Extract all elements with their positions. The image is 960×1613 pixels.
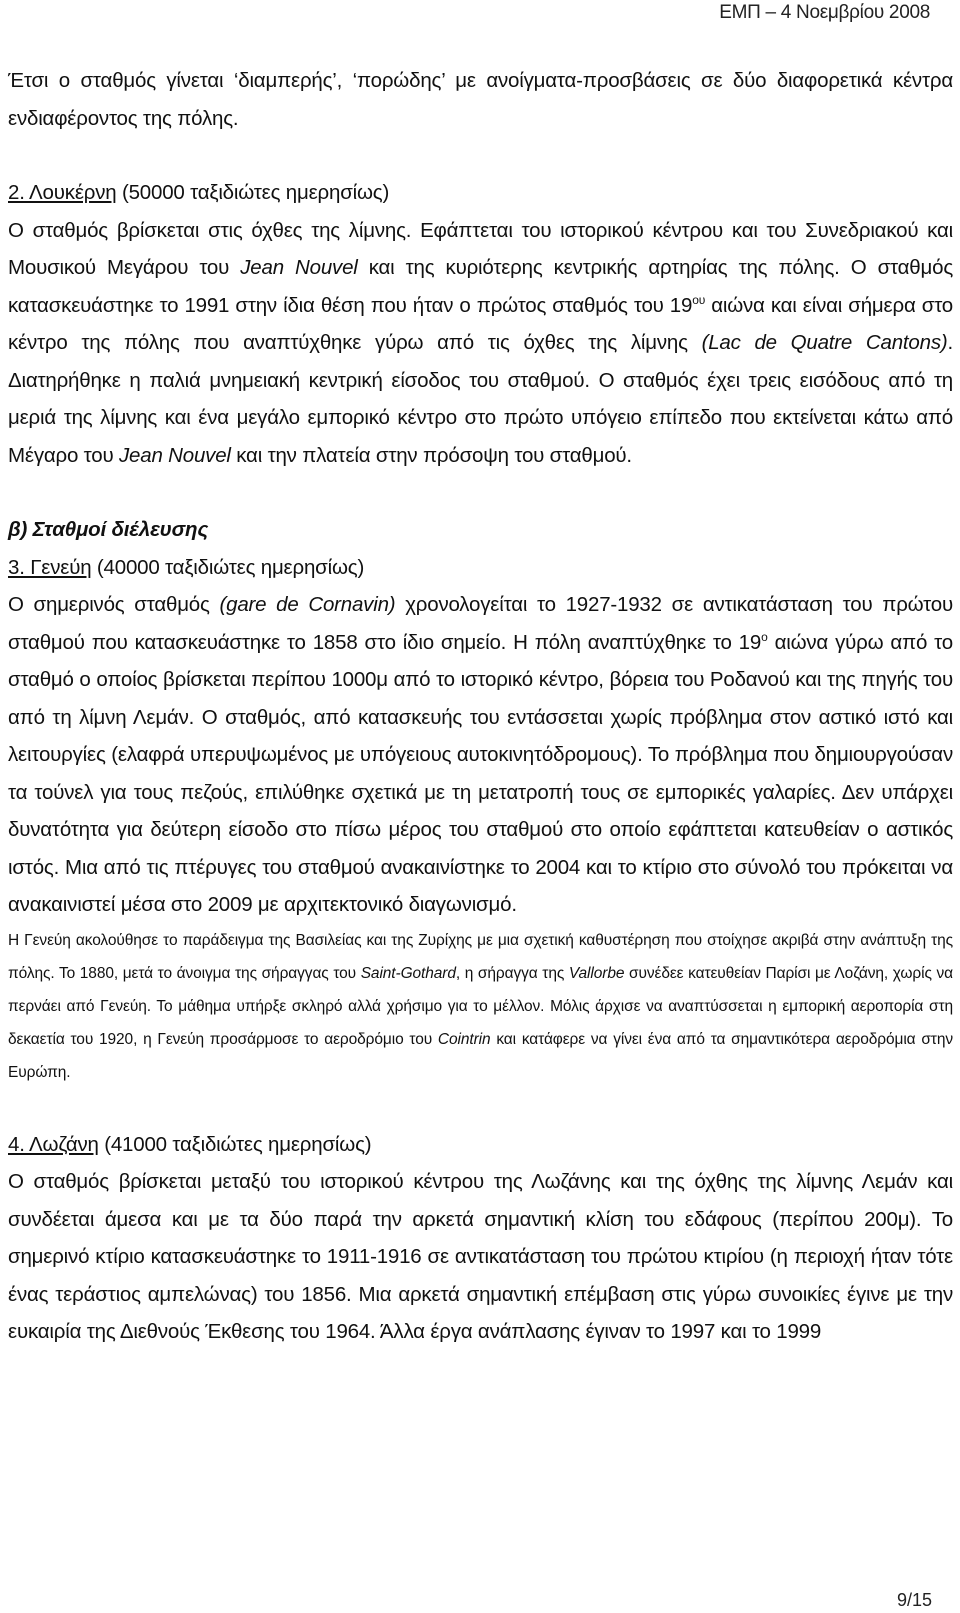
lausanne-heading: [8, 1126, 953, 1164]
geneva-heading-rest: (40000 ταξιδιώτες ημερησίως): [91, 555, 365, 579]
geneva-history-3: συνέδεε κατευθείαν Παρίσι με Λοζάνη, χωρίς να περνάει από Γενεύη. Το μάθημα υπήρξε σκληρό αλλά χρήσιμο για το μέλλον. Μόλις άρχισε να αναπτύσσεται η εμπορική αεροπορία στη δεκαετία του 1920, η Γενεύη προσάρμοσε το αεροδρόμιο του: [8, 964, 953, 1048]
lucerne-heading-rest: (50000 ταξιδιώτες ημερησίως): [116, 181, 390, 204]
geneva-history-italic-1: Saint-Gothard: [360, 964, 456, 982]
lausanne-heading-rest: (41000 ταξιδιώτες ημερησίως): [98, 1132, 372, 1156]
geneva-text-2: χρονολογείται το 1927-1932 σε αντικατάσταση του πρώτου σταθμού που κατασκευάστηκε το 1858 στο ίδιο σημείο. Η πόλη αναπτύχθηκε το 19: [8, 593, 953, 654]
geneva-history-2: , η σήραγγα της: [455, 964, 569, 982]
lausanne-heading-link[interactable]: 4. Λωζάνη: [8, 1132, 99, 1156]
lucerne-text-5: και την πλατεία στην πρόσοψη του σταθμού.: [230, 443, 632, 467]
lausanne-paragraph: Ο σταθμός βρίσκεται μεταξύ του ιστορικού κέντρου της Λωζάνης και της όχθης της λίμνης Λεμάν και συνδέεται άμεσα και με τα δύο παρά την αρκετά σημαντική κλίση του εδάφους (περίπου 200μ). Το σημερινό κτίριο κατασκευάστηκε το 1911-1916 σε αντικατάσταση του πρώτου κτιρίου (η περιοχή ήταν τότε ένας τεράστιος αμπελώνας) του 1856. Μια αρκετά σημαντική επέμβαση στις γύρω συνοικίες έγινε με την ευκαιρία της Διεθνούς Έκθεσης του 1964. Άλλα έργα ανάπλασης έγιναν το 1997 και το 1999: [8, 1170, 953, 1343]
geneva-history-italic-3: Cointrin: [437, 1030, 491, 1048]
geneva-history-paragraph: [8, 924, 953, 1089]
geneva-heading: [8, 549, 953, 587]
document-body: [8, 62, 953, 1351]
geneva-history-4: και κατάφερε να γίνει ένα από τα σημαντικότερα αεροδρόμια στην Ευρώπη.: [8, 1030, 953, 1081]
section-title: β) Σταθμοί διέλευσης: [8, 518, 209, 541]
lucerne-italic-3: Jean Nouvel: [119, 443, 231, 467]
lucerne-italic-1: Jean Nouvel: [240, 256, 358, 279]
geneva-italic-1: (gare de Cornavin): [219, 593, 396, 616]
intro-paragraph: Έτσι ο σταθμός γίνεται ‘διαμπερής’, ‘πορώδης’ με ανοίγματα-προσβάσεις σε δύο διαφορετικά κέντρα ενδιαφέροντος της πόλης.: [8, 69, 953, 130]
lucerne-italic-2: (Lac de Quatre Cantons): [701, 331, 948, 354]
geneva-history-1: Η Γενεύη ακολούθησε το παράδειγμα της Βασιλείας και της Ζυρίχης με μια σχετική καθυστέρηση που στοίχησε ακριβά στην ανάπτυξη της πόλης. Το 1880, μετά το άνοιγμα της σήραγγας του: [8, 931, 953, 982]
page-header: ΕΜΠ – 4 Νοεμβρίου 2008: [719, 2, 930, 23]
lucerne-heading: [8, 174, 953, 212]
lucerne-text-2: και της κυριότερης κεντρικής αρτηρίας της πόλης. Ο σταθμός κατασκευάστηκε το 1991 στην ίδια θέση που ήταν ο πρώτος σταθμός του 19: [8, 256, 954, 317]
geneva-text-1: Ο σημερινός σταθμός: [8, 593, 220, 616]
lucerne-paragraph: [8, 212, 953, 475]
geneva-superscript: ο: [761, 629, 768, 644]
geneva-paragraph: [8, 586, 953, 924]
lucerne-heading-link[interactable]: 2. Λουκέρνη: [8, 181, 117, 204]
lucerne-text-1: Ο σταθμός βρίσκεται στις όχθες της λίμνης. Εφάπτεται του ιστορικού κέντρου και του Συνεδριακού και Μουσικού Μεγάρου του: [8, 218, 953, 279]
geneva-heading-link[interactable]: 3. Γενεύη: [8, 555, 92, 579]
lucerne-text-3: αιώνα και είναι σήμερα στο κέντρο της πόλης που αναπτύχθηκε γύρω από τις όχθες της λίμνης: [8, 293, 953, 354]
geneva-history-italic-2: Vallorbe: [568, 964, 625, 982]
lucerne-text-4: . Διατηρήθηκε η παλιά μνημειακή κεντρική είσοδος του σταθμού. Ο σταθμός έχει τρεις εισόδους από τη μεριά της λίμνης και ένα μεγάλο εμπορικό κέντρο στο πρώτο υπόγειο επίπεδο που εκτείνεται κάτω από Μέγαρο του: [8, 331, 953, 467]
geneva-text-3: αιώνα γύρω από το σταθμό ο οποίος βρίσκεται περίπου 1000μ από το ιστορικό κέντρο, βόρεια του Ροδανού και της πηγής του από τη λίμνη Λεμάν. Ο σταθμός, από κατασκευής του εντάσσεται χωρίς πρόβλημα στον αστικό ιστό και λειτουργίες (ελαφρά υπερυψωμένος με υπόγειους αυτοκινητόδρομους). Το πρόβλημα που δημιουργούσαν τα τούνελ για τους πεζούς, επιλύθηκε σχετικά με τη μετατροπή τους σε εμπορικές γαλαρίες. Δεν υπάρχει δυνατότητα για δεύτερη είσοδο στο πίσω μέρος του σταθμού στο οποίο εφάπτεται κατευθείαν ο αστικός ιστός. Μια από τις πτέρυγες του σταθμού ανακαινίστηκε το 2004 και το κτίριο στο σύνολό του πρόκειται να ανακαινιστεί μέσα στο 2009 με αρχιτεκτονικό διαγωνισμό.: [8, 630, 953, 916]
page-number: 9/15: [896, 1590, 932, 1610]
lucerne-superscript: ου: [692, 292, 706, 307]
